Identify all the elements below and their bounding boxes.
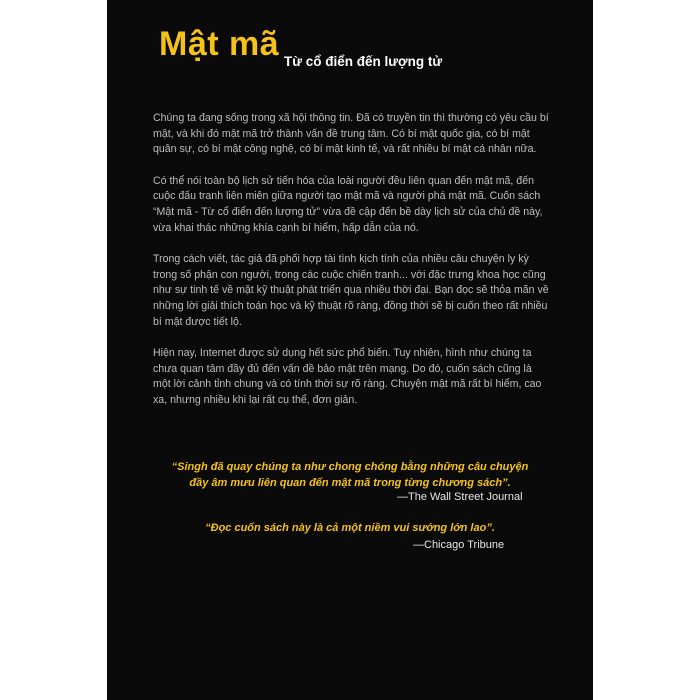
review-quote: “Đọc cuốn sách này là cả một niềm vui sướng lớn lao”. bbox=[205, 522, 495, 534]
description-text bbox=[153, 111, 551, 425]
review-attribution: —Chicago Tribune bbox=[413, 539, 505, 551]
book-title: Mật mã bbox=[159, 25, 280, 63]
paragraph: Chúng ta đang sống trong xã hội thông tin. Đã có truyền tin thì thường có yêu cầu bí mật, và khi đó mật mã trở thành vấn đề trung tâm. Có bí mật quốc gia, có bí mật quân sự, có bí mật công nghệ, có bí mật kinh tế, và rất nhiều bí mật cá nhân nữa. bbox=[153, 112, 549, 156]
book-back-cover bbox=[107, 0, 593, 700]
paragraph: Hiện nay, Internet được sử dụng hết sức phổ biến. Tuy nhiên, hình như chúng ta chưa quan tâm đầy đủ đến vấn đề bảo mật trên mạng. Do đó, cuốn sách cũng là một lời cảnh tỉnh chung và có tính thời sự rõ ràng. Chuyện mật mã rất bí hiểm, cao xa, nhưng nhiều khi lại rất cụ thể, đơn giản. bbox=[153, 347, 542, 406]
paragraph: Có thể nói toàn bộ lịch sử tiến hóa của loài người đều liên quan đến mật mã, đến cuộc đấu tranh liên miên giữa người tạo mật mã và người phá mật mã. Cuốn sách “Mật mã - Từ cổ điển đến lượng tử” vừa đề cập đến bề dày lịch sử của chủ đề này, vừa khai thác những khía cạnh bí hiểm, hấp dẫn của nó. bbox=[153, 174, 543, 234]
review-attribution: —The Wall Street Journal bbox=[397, 491, 523, 503]
review-quote: “Singh đã quay chúng ta như chong chóng bằng những câu chuyện đầy âm mưu liên quan đến mật mã trong từng chương sách”. bbox=[171, 461, 529, 489]
book-subtitle: Từ cổ điển đến lượng tử bbox=[284, 54, 443, 69]
paragraph: Trong cách viết, tác giả đã phối hợp tài tình kịch tính của nhiều câu chuyện ly kỳ trong số phận con người, trong các cuộc chiến tranh... với đặc trưng khoa học cũng như sự tinh tế về mặt kỹ thuật phát triển qua nhiều thời đại. Bạn đọc sẽ thỏa mãn về những lời giải thích toán học và kỹ thuật rõ ràng, đồng thời sẽ bị cuốn theo rất nhiều bí mật được tiết lộ. bbox=[153, 253, 549, 328]
